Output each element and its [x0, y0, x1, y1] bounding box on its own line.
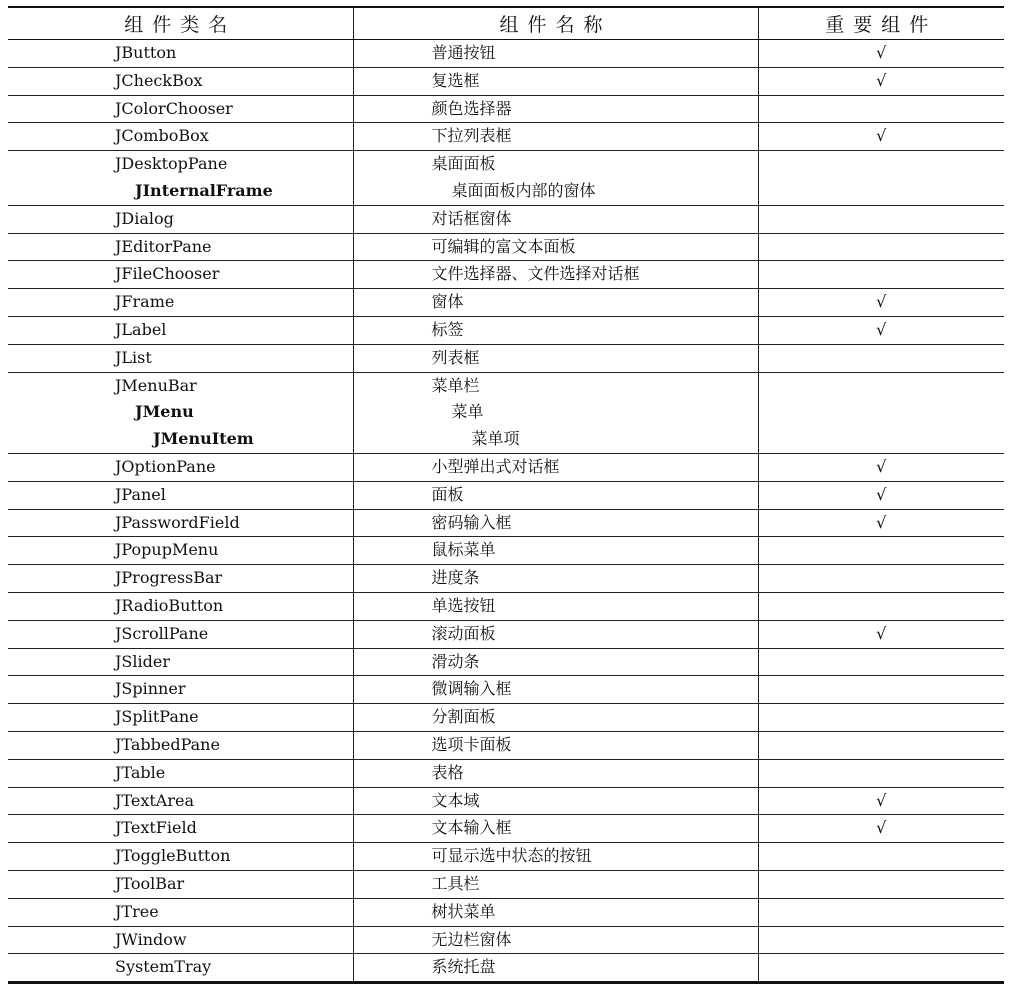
header-row: [8, 7, 1004, 40]
important-cell: [758, 898, 1004, 926]
important-cell: [758, 95, 1004, 123]
component-name-cell: [353, 537, 758, 565]
component-name-cell: [353, 453, 758, 481]
class-name: JSpinner: [115, 679, 186, 699]
component-description: 单选按钮: [431, 595, 496, 615]
class-name: JScrollPane: [115, 623, 209, 643]
class-name-cell: [8, 344, 353, 372]
class-name-cell: [8, 95, 353, 123]
important-cell: [758, 954, 1004, 983]
component-description: 工具栏: [431, 873, 480, 893]
table-row: [8, 40, 1004, 68]
component-name-cell: [353, 592, 758, 620]
component-description: 选项卡面板: [431, 734, 512, 754]
class-name: JOptionPane: [115, 456, 216, 476]
component-description: 窗体: [431, 292, 464, 312]
class-name: JLabel: [115, 319, 167, 339]
important-cell: [758, 509, 1004, 537]
class-name: JRadioButton: [115, 595, 224, 615]
class-name-cell: [8, 620, 353, 648]
table-row: [8, 787, 1004, 815]
class-name-cell: [8, 898, 353, 926]
header-important: 重要组件: [758, 7, 1004, 40]
component-name-cell: [353, 926, 758, 954]
table-row: [8, 759, 1004, 787]
table-row: [8, 95, 1004, 123]
component-description: 滚动面板: [431, 623, 496, 643]
component-description: 滑动条: [431, 651, 480, 671]
component-name-cell: [353, 704, 758, 732]
component-name-cell: [353, 815, 758, 843]
important-cell: [758, 676, 1004, 704]
important-cell: [758, 233, 1004, 261]
table-row: [8, 843, 1004, 871]
component-name-cell: [353, 40, 758, 68]
class-name-cell: [8, 565, 353, 593]
component-description: 颜色选择器: [431, 98, 512, 118]
important-cell: [758, 453, 1004, 481]
table-row: [8, 289, 1004, 317]
table-row: [8, 481, 1004, 509]
class-name: JSplitPane: [115, 707, 199, 727]
class-name: JMenuBar: [115, 375, 197, 395]
class-name-cell: [8, 205, 353, 233]
class-name-cell: [8, 759, 353, 787]
component-description: 面板: [431, 484, 464, 504]
table-row: [8, 151, 1004, 206]
important-cell: [758, 205, 1004, 233]
check-mark-icon: √: [876, 292, 887, 312]
component-name-cell: [353, 233, 758, 261]
table-row: [8, 676, 1004, 704]
class-name-cell: [8, 648, 353, 676]
component-description: 桌面面板内部的窗体: [451, 180, 596, 200]
important-cell: [758, 261, 1004, 289]
component-name-cell: [353, 787, 758, 815]
component-name-cell: [353, 316, 758, 344]
class-name-cell: [8, 316, 353, 344]
class-name: JToggleButton: [115, 846, 231, 866]
component-description: 可显示选中状态的按钮: [431, 846, 592, 866]
check-mark-icon: √: [876, 790, 887, 810]
class-name: JComboBox: [115, 126, 209, 146]
component-description: 标签: [431, 319, 464, 339]
component-description: 树状菜单: [431, 901, 496, 921]
component-name-cell: [353, 95, 758, 123]
important-cell: [758, 592, 1004, 620]
component-name-cell: [353, 509, 758, 537]
important-cell: [758, 731, 1004, 759]
component-name-cell: [353, 205, 758, 233]
table-row: [8, 898, 1004, 926]
class-name-cell: [8, 815, 353, 843]
important-cell: [758, 40, 1004, 68]
important-cell: [758, 316, 1004, 344]
class-name-cell: [8, 926, 353, 954]
class-name: JTextField: [115, 818, 197, 838]
important-cell: [758, 843, 1004, 871]
important-cell: [758, 759, 1004, 787]
table-row: [8, 620, 1004, 648]
table-row: [8, 344, 1004, 372]
table-header: [8, 7, 1004, 40]
class-name-cell: [8, 870, 353, 898]
check-mark-icon: √: [876, 456, 887, 476]
class-name-cell: [8, 509, 353, 537]
component-name-cell: [353, 289, 758, 317]
class-name: JPanel: [115, 484, 166, 504]
class-name-cell: [8, 731, 353, 759]
class-name: JDesktopPane: [115, 154, 228, 174]
class-name: JTable: [115, 762, 166, 782]
component-name-cell: [353, 123, 758, 151]
important-cell: [758, 565, 1004, 593]
component-description: 菜单栏: [431, 375, 480, 395]
class-name-cell: [8, 123, 353, 151]
class-name: JWindow: [115, 929, 187, 949]
component-description: 复选框: [431, 70, 480, 90]
class-name: JFrame: [115, 292, 175, 312]
table-row: [8, 926, 1004, 954]
class-name-cell: [8, 954, 353, 983]
component-name-cell: [353, 565, 758, 593]
class-name: JCheckBox: [115, 70, 203, 90]
table-row: [8, 205, 1004, 233]
important-cell: [758, 289, 1004, 317]
class-name-cell: [8, 787, 353, 815]
class-name: JInternalFrame: [135, 180, 273, 200]
table-row: [8, 648, 1004, 676]
component-description: 表格: [431, 762, 464, 782]
table-row: [8, 67, 1004, 95]
header-class-name: 组件类名: [8, 7, 353, 40]
component-description: 无边栏窗体: [431, 929, 512, 949]
table-row: [8, 815, 1004, 843]
header-component-name: 组件名称: [353, 7, 758, 40]
table-row: [8, 509, 1004, 537]
important-cell: [758, 926, 1004, 954]
table-row: [8, 592, 1004, 620]
class-name: JList: [115, 347, 152, 367]
component-description: 可编辑的富文本面板: [431, 236, 576, 256]
check-mark-icon: √: [876, 818, 887, 838]
component-description: 桌面面板: [431, 154, 496, 174]
class-name: SystemTray: [115, 957, 212, 977]
component-name-cell: [353, 372, 758, 453]
check-mark-icon: √: [876, 512, 887, 532]
component-description: 分割面板: [431, 707, 496, 727]
component-name-cell: [353, 898, 758, 926]
component-description: 文本域: [431, 790, 480, 810]
component-name-cell: [353, 676, 758, 704]
class-name: JFileChooser: [115, 264, 220, 284]
important-cell: [758, 787, 1004, 815]
table-row: [8, 537, 1004, 565]
check-mark-icon: √: [876, 319, 887, 339]
component-description: 进度条: [431, 568, 480, 588]
table-body: [8, 40, 1004, 983]
table-row: [8, 233, 1004, 261]
important-cell: [758, 870, 1004, 898]
component-name-cell: [353, 843, 758, 871]
component-table: [8, 6, 1004, 984]
component-name-cell: [353, 731, 758, 759]
important-cell: [758, 67, 1004, 95]
component-name-cell: [353, 759, 758, 787]
component-name-cell: [353, 67, 758, 95]
component-description: 微调输入框: [431, 679, 512, 699]
table-row: [8, 316, 1004, 344]
class-name-cell: [8, 233, 353, 261]
class-name-cell: [8, 481, 353, 509]
important-cell: [758, 344, 1004, 372]
class-name-cell: [8, 704, 353, 732]
class-name: JDialog: [115, 208, 174, 228]
component-name-cell: [353, 344, 758, 372]
table-row: [8, 453, 1004, 481]
component-name-cell: [353, 151, 758, 206]
component-description: 普通按钮: [431, 43, 496, 62]
component-description: 菜单: [451, 402, 484, 422]
component-description: 文件选择器、文件选择对话框: [431, 264, 640, 284]
component-description: 下拉列表框: [431, 126, 512, 146]
component-description: 小型弹出式对话框: [431, 456, 560, 476]
class-name: JSlider: [115, 651, 170, 671]
component-name-cell: [353, 870, 758, 898]
important-cell: [758, 815, 1004, 843]
class-name: JButton: [115, 43, 177, 62]
class-name-cell: [8, 289, 353, 317]
important-cell: [758, 648, 1004, 676]
table-row: [8, 565, 1004, 593]
check-mark-icon: √: [876, 126, 887, 146]
class-name-cell: [8, 537, 353, 565]
important-cell: [758, 620, 1004, 648]
table-row: [8, 954, 1004, 983]
component-description: 对话框窗体: [431, 208, 512, 228]
component-description: 列表框: [431, 347, 480, 367]
component-name-cell: [353, 954, 758, 983]
class-name: JMenu: [135, 402, 194, 422]
class-name-cell: [8, 67, 353, 95]
component-name-cell: [353, 648, 758, 676]
class-name-cell: [8, 40, 353, 68]
component-name-cell: [353, 261, 758, 289]
important-cell: [758, 481, 1004, 509]
class-name: JTree: [115, 901, 159, 921]
important-cell: [758, 372, 1004, 453]
check-mark-icon: √: [876, 43, 887, 62]
class-name: JPasswordField: [115, 512, 240, 532]
table-row: [8, 731, 1004, 759]
class-name-cell: [8, 453, 353, 481]
important-cell: [758, 704, 1004, 732]
important-cell: [758, 123, 1004, 151]
check-mark-icon: √: [876, 70, 887, 90]
component-name-cell: [353, 620, 758, 648]
table-row: [8, 870, 1004, 898]
component-description: 密码输入框: [431, 512, 512, 532]
class-name: JColorChooser: [115, 98, 233, 118]
class-name-cell: [8, 372, 353, 453]
class-name-cell: [8, 261, 353, 289]
class-name-cell: [8, 676, 353, 704]
class-name: JTextArea: [115, 790, 194, 810]
table-row: [8, 704, 1004, 732]
class-name: JToolBar: [115, 873, 185, 893]
check-mark-icon: √: [876, 484, 887, 504]
component-description: 鼠标菜单: [431, 540, 496, 560]
class-name-cell: [8, 843, 353, 871]
class-name: JProgressBar: [115, 568, 223, 588]
class-name: JTabbedPane: [115, 734, 220, 754]
class-name: JMenuItem: [153, 429, 254, 449]
component-description: 菜单项: [471, 429, 520, 449]
class-name-cell: [8, 151, 353, 206]
important-cell: [758, 537, 1004, 565]
component-name-cell: [353, 481, 758, 509]
class-name: JPopupMenu: [115, 540, 219, 560]
check-mark-icon: √: [876, 623, 887, 643]
important-cell: [758, 151, 1004, 206]
table-row: [8, 123, 1004, 151]
class-name-cell: [8, 592, 353, 620]
table-row: [8, 372, 1004, 453]
table-row: [8, 261, 1004, 289]
component-description: 系统托盘: [431, 957, 496, 977]
component-description: 文本输入框: [431, 818, 512, 838]
class-name: JEditorPane: [115, 236, 212, 256]
